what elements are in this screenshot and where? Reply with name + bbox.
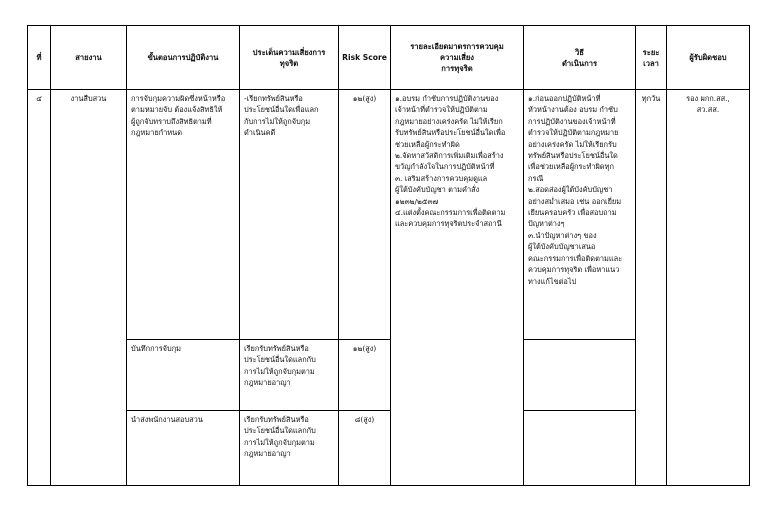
method-line: ทางแก้ไขต่อไป bbox=[528, 276, 577, 286]
table-row bbox=[28, 90, 750, 340]
risk-issue-line: -เรียกทรัพย์สินหรือ bbox=[244, 94, 303, 103]
header-control-line-1: รายละเอียดมาตรการควบคุม bbox=[410, 42, 504, 51]
method-line: คณะกรรมการเพื่อติดตามและ bbox=[528, 253, 623, 263]
control-line: ขวัญกำลังใจในการปฏิบัติหน้าที่ bbox=[395, 162, 495, 172]
risk-issue-line: ประโยชน์อื่นใดแลกกับ bbox=[244, 355, 316, 365]
step-line: บันทึกการจับกุม bbox=[131, 344, 182, 353]
header-control-line-2: ความเสี่ยง bbox=[439, 53, 474, 62]
method-cell bbox=[524, 90, 636, 340]
risk-issue-cell bbox=[240, 90, 339, 340]
method-line: ควบคุมการทุจริต เพื่อหาแนว bbox=[528, 265, 620, 275]
control-line: ๑.อบรม กำชับการปฏิบัติงานของ bbox=[395, 94, 499, 103]
control-line: รับทรัพย์สินหรือประโยชน์อื่นใดเพื่อ bbox=[395, 128, 506, 138]
control-line: ๒.จัดหาสวัสดิการเพิ่มเติมเพื่อสร้าง bbox=[395, 151, 504, 161]
method-line: กรณี bbox=[528, 173, 544, 183]
control-line: ๑๒๓๒/๒๕๓๗ bbox=[395, 196, 439, 206]
method-line: หัวหน้างานต้อง อบรม กำชับ bbox=[528, 105, 618, 115]
control-line: และควบคุมการทุจริตประจำสถานี bbox=[395, 219, 502, 229]
step-cell bbox=[127, 90, 240, 340]
control-line: เจ้าหน้าที่ตำรวจให้ปฏิบัติตาม bbox=[395, 105, 488, 115]
risk-score: ๑๒(สูง) bbox=[339, 340, 391, 411]
step-line: นำส่งพนักงานสอบสวน bbox=[131, 415, 203, 424]
header-method-line-1: วิธี bbox=[575, 47, 584, 57]
unit-name: งานสืบสวน bbox=[51, 90, 127, 486]
method-line: ๒.สอดส่องผู้ใต้บังคับบัญชา bbox=[528, 185, 613, 195]
method-line: ๑.ก่อนออกปฏิบัติหน้าที่ bbox=[528, 94, 601, 103]
risk-issue-cell bbox=[240, 340, 339, 411]
step-line: ผู้ถูกจับทราบถึงสิทธิตามที่ bbox=[131, 116, 212, 126]
method-cell-empty bbox=[524, 340, 636, 411]
period-cell: ทุกวัน bbox=[636, 90, 667, 486]
header-period-line-1: ระยะ bbox=[642, 47, 660, 57]
risk-issue-line: กับการไม่ให้ถูกจับกุม bbox=[244, 116, 311, 126]
step-line: ตามหมายจับ ต้องแจ้งสิทธิให้ bbox=[131, 105, 223, 115]
header-risk-score: Risk Score bbox=[339, 26, 391, 90]
risk-issue-line: ดำเนินคดี bbox=[244, 128, 276, 138]
header-method bbox=[524, 26, 636, 90]
method-line: อย่างสม่ำเสมอ เช่น ออกเยี่ยม bbox=[528, 196, 622, 206]
header-owner: ผู้รับผิดชอบ bbox=[667, 26, 750, 90]
header-steps: ขั้นตอนการปฏิบัติงาน bbox=[127, 26, 240, 90]
row-number: ๔ bbox=[28, 90, 51, 486]
method-line: ตำรวจให้ปฏิบัติตามกฎหมาย bbox=[528, 128, 619, 138]
header-control-line-3: การทุจริต bbox=[441, 64, 473, 73]
header-period bbox=[636, 26, 667, 90]
risk-issue-line: การไม่ให้ถูกจับกุมตาม bbox=[244, 366, 315, 376]
header-no: ที่ bbox=[28, 26, 51, 90]
step-cell bbox=[127, 411, 240, 486]
step-line: การจับกุมความผิดซึ่งหน้าหรือ bbox=[131, 94, 226, 103]
method-cell-empty bbox=[524, 411, 636, 486]
header-row bbox=[28, 26, 750, 90]
risk-issue-line: การไม่ให้ถูกจับกุมตาม bbox=[244, 437, 315, 447]
method-line: การปฏิบัติงานของเจ้าหน้าที่ bbox=[528, 116, 616, 126]
owner-line: รอง ผกก.สส., bbox=[686, 94, 730, 103]
method-line: ๓.นำปัญหาต่างๆ ของ bbox=[528, 230, 597, 240]
control-line: ๓. เสริมสร้างการควบคุมดูแล bbox=[395, 173, 488, 183]
method-line: ผู้ใต้บังคับบัญชาเสนอ bbox=[528, 242, 596, 252]
risk-issue-line: เรียกรับทรัพย์สินหรือ bbox=[244, 415, 309, 424]
method-line: อย่างเคร่งครัด ไม่ให้เรียกรับ bbox=[528, 139, 617, 149]
step-line: กฎหมายกำหนด bbox=[131, 128, 183, 138]
risk-score: ๑๒(สูง) bbox=[339, 90, 391, 340]
risk-control-table bbox=[27, 25, 750, 486]
risk-issue-cell bbox=[240, 411, 339, 486]
risk-issue-line: เรียกรับทรัพย์สินหรือ bbox=[244, 344, 309, 353]
header-period-line-2: เวลา bbox=[643, 58, 659, 68]
control-line: ผู้ใต้บังคับบัญชา ตามคำสั่ง bbox=[395, 185, 480, 195]
owner-line: สว.สส. bbox=[696, 105, 720, 115]
method-line: เยียนครอบครัว เพื่อสอบถาม bbox=[528, 208, 617, 218]
owner-cell bbox=[667, 90, 750, 486]
control-cell bbox=[391, 90, 524, 486]
risk-issue-line: กฎหมายอาญา bbox=[244, 378, 291, 388]
control-line: ๔.แต่งตั้งคณะกรรมการเพื่อติดตาม bbox=[395, 208, 506, 218]
header-unit: สายงาน bbox=[51, 26, 127, 90]
control-line: กฎหมายอย่างเคร่งครัด ไม่ให้เรียก bbox=[395, 116, 503, 126]
risk-issue-line: ประโยชน์อื่นใดแลกกับ bbox=[244, 426, 316, 436]
risk-score: ๘(สูง) bbox=[339, 411, 391, 486]
risk-issue-line: ประโยชน์อื่นใดเพื่อแลก bbox=[244, 105, 319, 115]
control-line: ช่วยเหลือผู้กระทำผิด bbox=[395, 139, 460, 149]
header-method-line-2: ดำเนินการ bbox=[561, 58, 598, 68]
risk-issue-line: กฎหมายอาญา bbox=[244, 449, 291, 459]
step-cell bbox=[127, 340, 240, 411]
header-risk-issue: ประเด็นความเสี่ยงการ ทุจริต bbox=[240, 26, 339, 90]
method-line: ทรัพย์สินหรือประโยชน์อื่นใด bbox=[528, 151, 618, 161]
method-line: เพื่อช่วยเหลือผู้กระทำผิดทุก bbox=[528, 162, 614, 172]
header-control-detail bbox=[391, 26, 524, 90]
method-line: ปัญหาต่างๆ bbox=[528, 219, 565, 229]
